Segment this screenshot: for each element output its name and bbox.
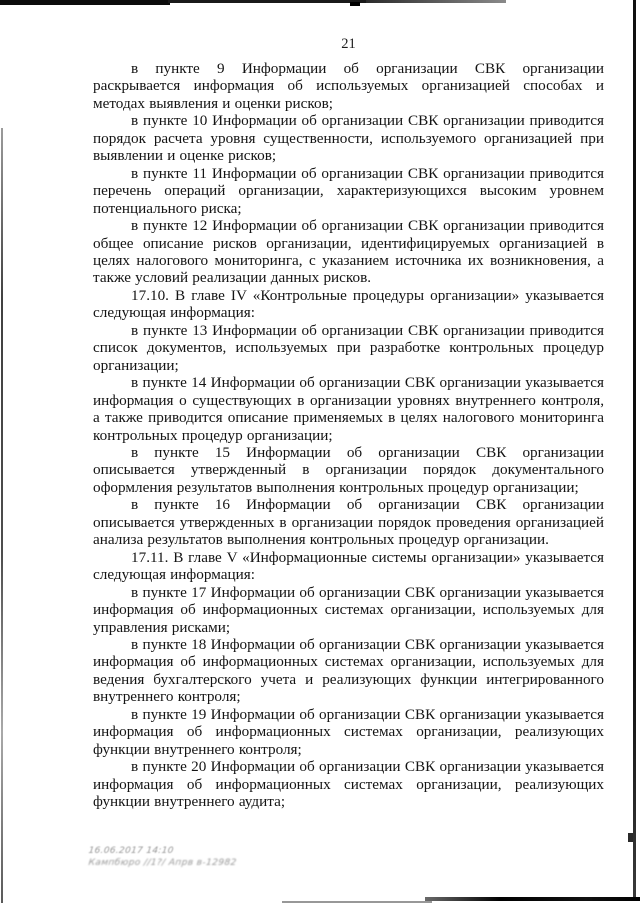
paragraph: в пункте 14 Информации об организации СВК организации указывается информация о существующих в организации уровнях внутреннего контроля, а также приводится описание применяемых в целях налогового мониторинга контрольных процедур организации; (93, 374, 604, 444)
scan-artifact-bottom-line-black (425, 897, 640, 901)
scan-artifact-top-notch (350, 2, 360, 6)
paragraph: в пункте 12 Информации об организации СВК организации приводится общее описание рисков организации, идентифицируемых организацией в целях налогового мониторинга, с указанием источника их возникновения, а также условий реализации данных рисков. (93, 217, 604, 287)
scan-artifact-top-bar-middle (168, 0, 368, 3)
scan-stamp-id: Кампбюро //1?/ Апрв в-12982 (87, 858, 238, 868)
paragraph: в пункте 20 Информации об организации СВК организации указывается информация об информационных системах организации, реализующих функции внутреннего аудита; (93, 758, 604, 811)
paragraph: в пункте 10 Информации об организации СВК организации приводится порядок расчета уровня существенности, используемого организацией при выявлении и оценке рисков; (93, 112, 604, 165)
scan-artifact-top-bar-left (0, 0, 170, 5)
paragraph: в пункте 9 Информации об организации СВК организации раскрывается информация об используемых организацией способах и методах выявления и оценки рисков; (93, 60, 604, 112)
paragraph: в пункте 17 Информации об организации СВК организации указывается информация об информационных системах организации, используемых для управления рисками; (93, 583, 604, 636)
scan-artifact-right-edge-line (633, 0, 636, 898)
paragraph: в пункте 18 Информации об организации СВК организации указывается информация об информационных системах организации, используемых для ведения бухгалтерского учета и реализующих функции интегрированного внутреннего контроля; (93, 635, 604, 706)
paragraph: в пункте 16 Информации об организации СВК организации описывается утвержденных в организации порядок проведения организацией анализа результатов выполнения контрольных процедур организации. (93, 496, 604, 549)
paragraph-section-17-11: 17.11. В главе V «Информационные системы организации» указывается следующая информация: (93, 548, 604, 584)
scan-artifact-left-edge-line (1, 128, 3, 903)
paragraph: в пункте 19 Информации об организации СВК организации указывается информация об информационных системах организации, реализующих функции внутреннего контроля; (93, 705, 604, 758)
paragraph: в пункте 15 Информации об организации СВК организации описывается утвержденный в организации порядок документального оформления результатов выполнения контрольных процедур организации; (93, 443, 604, 496)
paragraph: в пункте 13 Информации об организации СВК организации приводится список документов, используемых при разработке контрольных процедур организации; (93, 321, 604, 374)
body-text (93, 60, 604, 810)
scan-stamp-datetime: 16.06.2017 14:10 (87, 846, 175, 856)
paragraph-section-17-10: 17.10. В главе IV «Контрольные процедуры организации» указывается следующая информация: (93, 286, 604, 322)
scan-artifact-top-bar-right (366, 0, 506, 3)
page-number: 21 (341, 36, 356, 52)
scan-artifact-right-tick (628, 833, 633, 842)
paragraph: в пункте 11 Информации об организации СВК организации приводится перечень операций организации, характеризующихся высоким уровнем потенциального риска; (93, 164, 604, 217)
scan-artifact-bottom-line-gray (282, 901, 432, 903)
